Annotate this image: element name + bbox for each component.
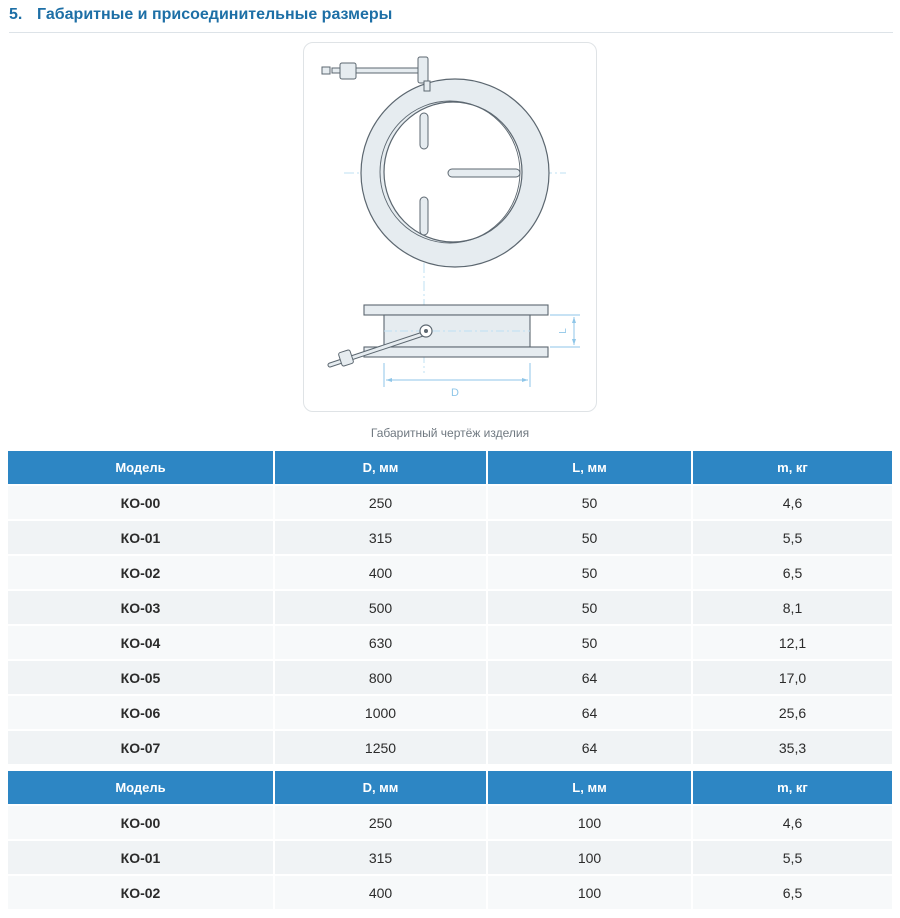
header-mass: m, кг [692,771,892,805]
cell-length: 50 [487,520,692,555]
cell-mass: 6,5 [692,875,892,909]
product-drawing [304,43,598,413]
table-row [8,485,892,520]
cell-diameter: 400 [274,875,487,909]
cell-mass: 5,5 [692,520,892,555]
side-flange-top [364,305,548,315]
cell-model: КО-05 [8,660,274,695]
table-row [8,625,892,660]
header-model: Модель [8,451,274,485]
cell-length: 50 [487,625,692,660]
cell-length: 50 [487,590,692,625]
heading-divider [9,32,893,33]
cell-model: КО-04 [8,625,274,660]
lever-pivot-center [424,329,428,333]
cell-mass: 17,0 [692,660,892,695]
drawing-caption: Габаритный чертёж изделия [370,426,530,440]
cell-length: 50 [487,485,692,520]
dimensions-table-l50 [8,451,892,764]
section-number: 5. [9,6,23,23]
table-header-row [8,451,892,485]
rod-end [322,67,330,74]
cell-model: КО-01 [8,520,274,555]
rod-nut [340,63,356,79]
table-header-row [8,771,892,805]
table-row [8,840,892,875]
side-flange-bottom [364,347,548,357]
dim-l-arrow-top [572,317,576,323]
cell-diameter: 1250 [274,730,487,764]
header-mass: m, кг [692,451,892,485]
axle-bracket [418,57,428,83]
dimensions-table-l100 [8,771,892,909]
table-row [8,660,892,695]
horizontal-slot [448,169,520,177]
dim-l-label: L [558,328,569,334]
drawing-panel [303,42,597,412]
top-slot [420,113,428,149]
cell-diameter: 500 [274,590,487,625]
table-row [8,520,892,555]
cell-mass: 35,3 [692,730,892,764]
table-row [8,875,892,909]
header-diameter: D, мм [274,451,487,485]
cell-model: КО-07 [8,730,274,764]
dim-d-arrow-left [386,378,392,382]
dim-d-label: D [451,387,459,399]
cell-model: КО-01 [8,840,274,875]
cell-model: КО-02 [8,875,274,909]
cell-diameter: 315 [274,840,487,875]
cell-model: КО-02 [8,555,274,590]
section-title: Габаритные и присоединительные размеры [37,6,393,23]
axle-pin [424,81,430,91]
cell-model: КО-00 [8,805,274,840]
bottom-slot [420,197,428,235]
header-length: L, мм [487,451,692,485]
cell-length: 100 [487,840,692,875]
cell-mass: 6,5 [692,555,892,590]
cell-diameter: 800 [274,660,487,695]
cell-mass: 25,6 [692,695,892,730]
cell-diameter: 400 [274,555,487,590]
cell-model: КО-00 [8,485,274,520]
table-row [8,730,892,764]
cell-length: 64 [487,730,692,764]
cell-diameter: 1000 [274,695,487,730]
cell-mass: 5,5 [692,840,892,875]
cell-mass: 4,6 [692,485,892,520]
dim-l-arrow-bottom [572,339,576,345]
cell-length: 64 [487,695,692,730]
cell-length: 100 [487,875,692,909]
dim-d-arrow-right [522,378,528,382]
cell-mass: 8,1 [692,590,892,625]
table-row [8,555,892,590]
cell-diameter: 630 [274,625,487,660]
cell-diameter: 315 [274,520,487,555]
section-heading [9,6,392,30]
cell-length: 64 [487,660,692,695]
cell-mass: 12,1 [692,625,892,660]
table-row [8,695,892,730]
cell-length: 100 [487,805,692,840]
header-length: L, мм [487,771,692,805]
header-model: Модель [8,771,274,805]
cell-length: 50 [487,555,692,590]
cell-mass: 4,6 [692,805,892,840]
header-diameter: D, мм [274,771,487,805]
cell-diameter: 250 [274,805,487,840]
table-row [8,805,892,840]
table-row [8,590,892,625]
cell-model: КО-03 [8,590,274,625]
cell-model: КО-06 [8,695,274,730]
cell-diameter: 250 [274,485,487,520]
